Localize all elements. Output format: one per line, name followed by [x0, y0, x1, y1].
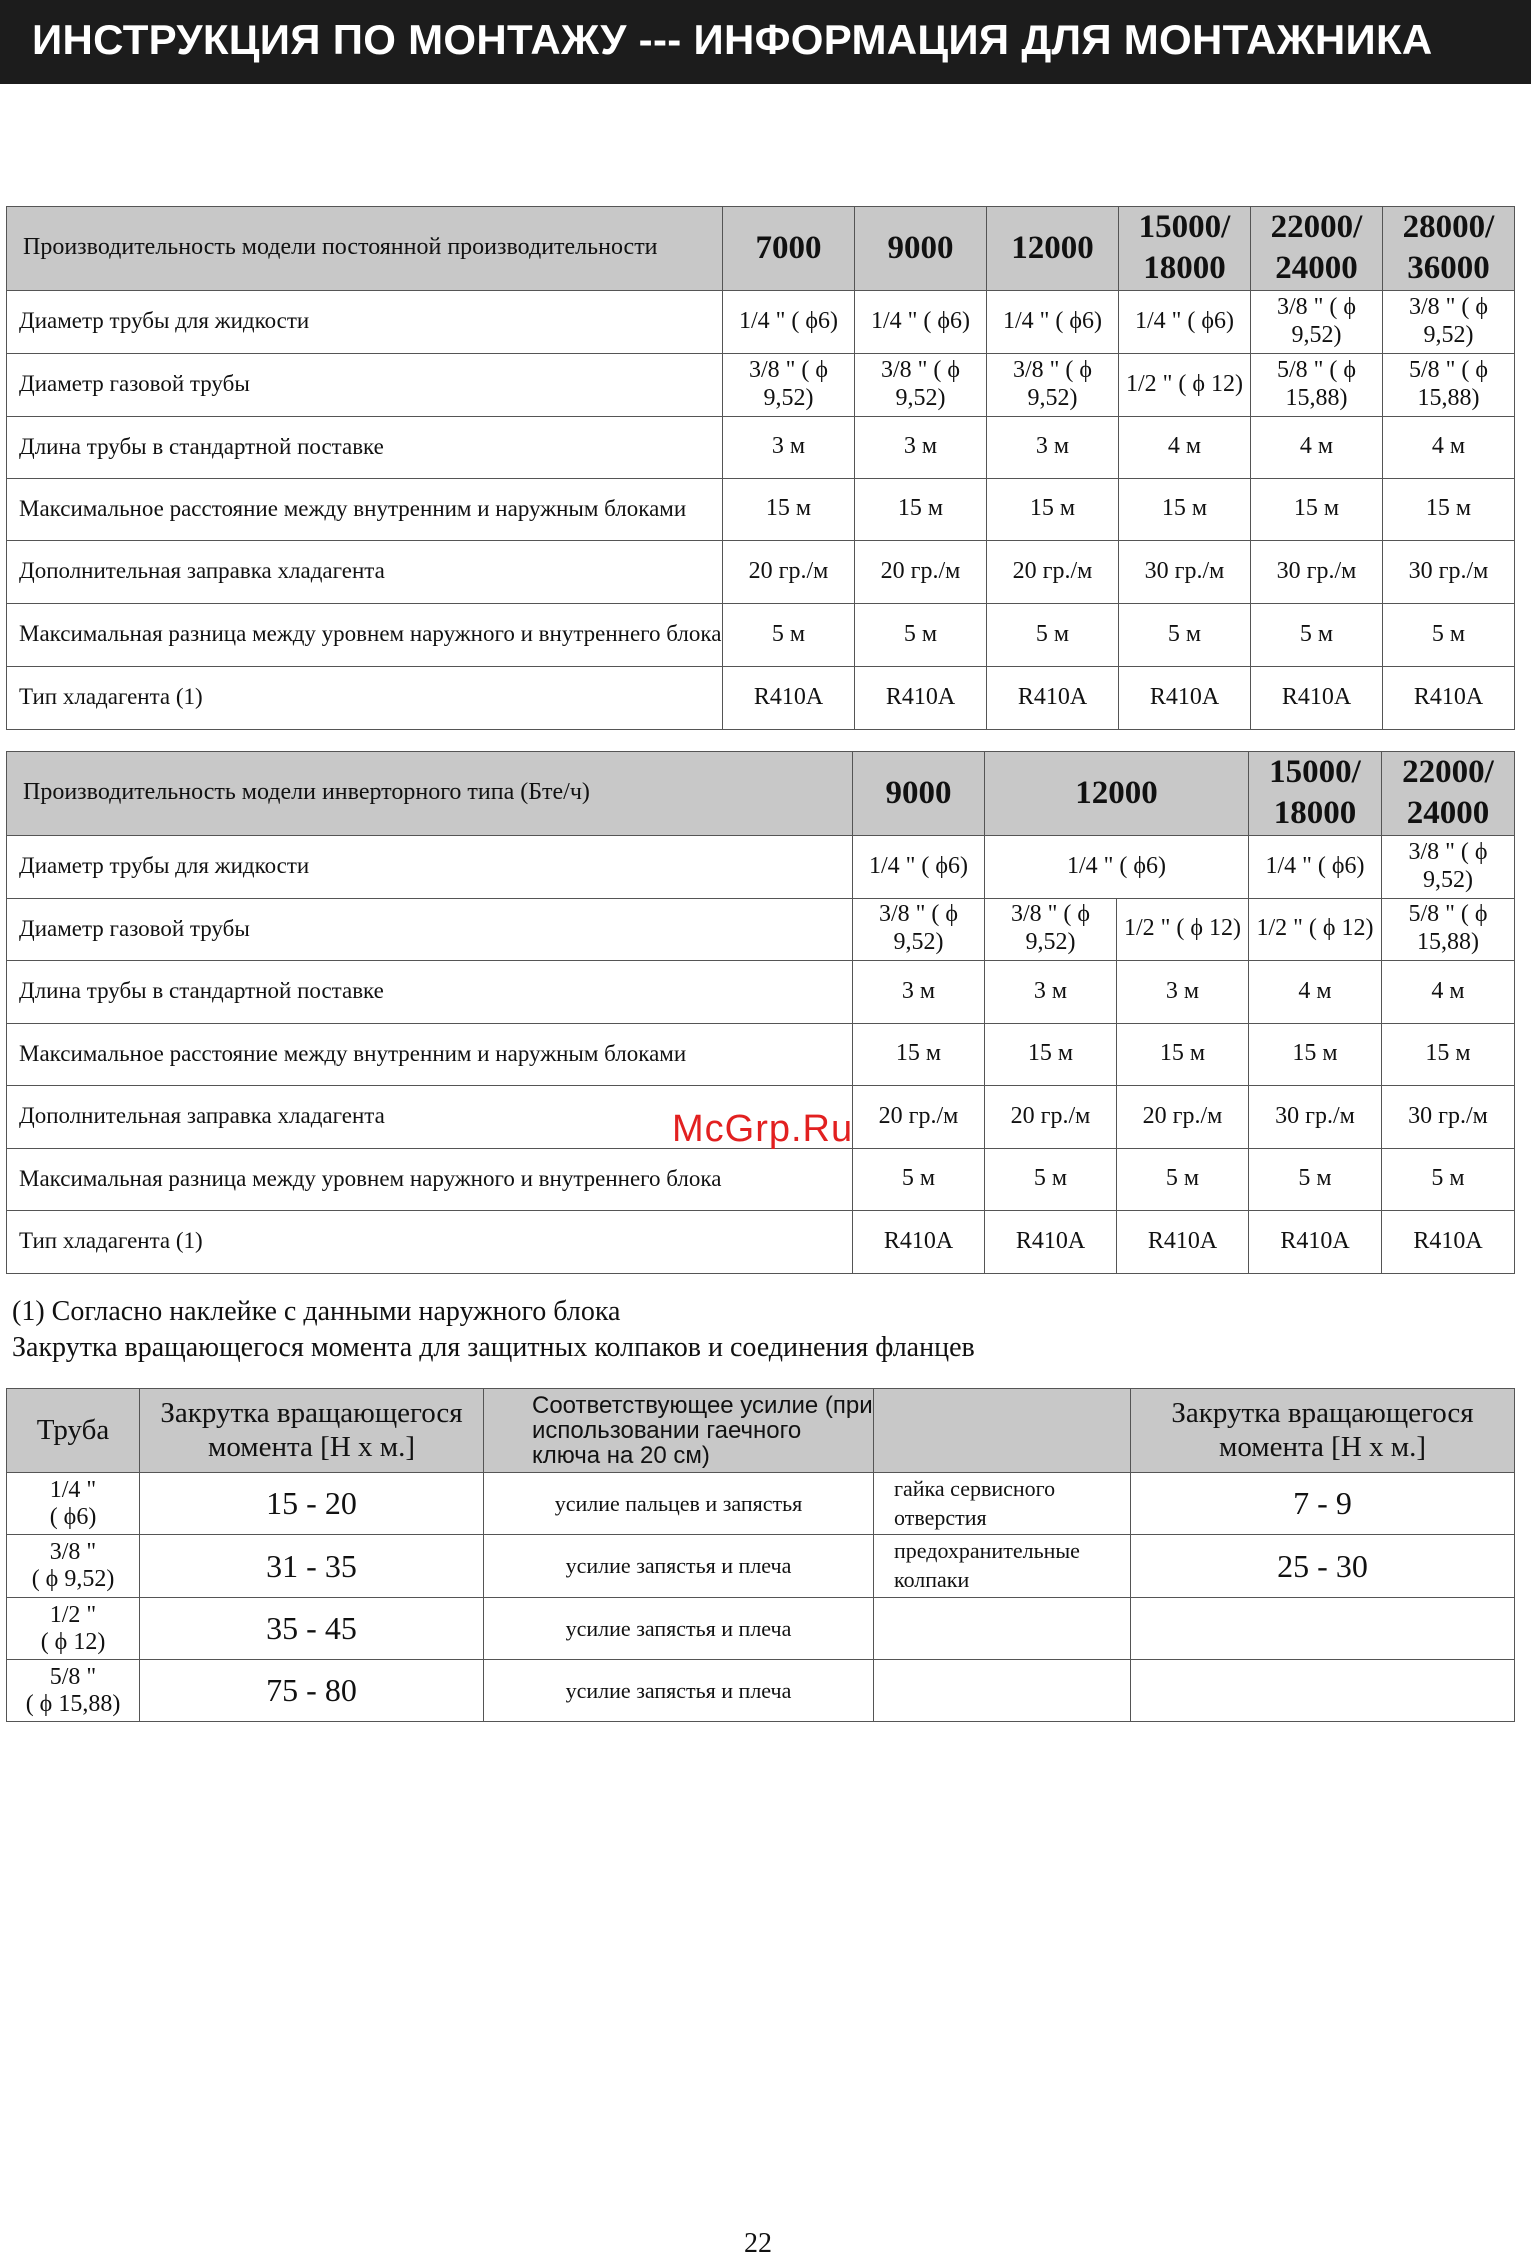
- table-row: [7, 1660, 1515, 1722]
- table-cell: 30 гр./м: [1382, 1085, 1515, 1148]
- inverter-table: [6, 751, 1515, 1274]
- table-cell: 15 м: [1117, 1023, 1249, 1085]
- table-cell: R410A: [1383, 666, 1515, 729]
- pipe-cell: [7, 1535, 140, 1598]
- table-cell: 5 м: [985, 1148, 1117, 1210]
- pipe-diameter: ( ϕ 15,88): [25, 1690, 121, 1717]
- part-name: предохранительные колпаки: [874, 1535, 1131, 1598]
- table-cell: 30 гр./м: [1119, 540, 1251, 603]
- table-header-row: [7, 1389, 1515, 1473]
- table-cell: R410A: [1249, 1210, 1382, 1273]
- part-torque-value: [1131, 1660, 1515, 1722]
- table-row: [7, 478, 1515, 540]
- table-cell: 20 гр./м: [723, 540, 855, 603]
- part-name: [874, 1598, 1131, 1660]
- table-cell: 3 м: [987, 416, 1119, 478]
- table-cell: 15 м: [1382, 1023, 1515, 1085]
- model-header: 28000/ 36000: [1383, 207, 1515, 291]
- table-cell: 30 гр./м: [1383, 540, 1515, 603]
- table-cell: 3/8 " ( ϕ 9,52): [1382, 835, 1515, 898]
- pipe-diameter: ( ϕ 9,52): [31, 1566, 115, 1592]
- table-cell: 3/8 " ( ϕ 9,52): [985, 898, 1117, 960]
- table-row: [7, 1598, 1515, 1660]
- table-cell: 5 м: [853, 1148, 985, 1210]
- table-cell: 20 гр./м: [855, 540, 987, 603]
- part-torque-header: Закрутка вращающегося момента [Н х м.]: [1131, 1389, 1515, 1473]
- part-name: [874, 1660, 1131, 1722]
- pipe-size: 5/8 ": [49, 1663, 97, 1690]
- table-cell: 5 м: [723, 603, 855, 666]
- model-header: 7000: [723, 207, 855, 291]
- table-cell: R410A: [1119, 666, 1251, 729]
- table-cell: 4 м: [1382, 960, 1515, 1023]
- table-cell: R410A: [987, 666, 1119, 729]
- table-cell: 15 м: [987, 478, 1119, 540]
- table-row: [7, 353, 1515, 416]
- table-cell: 1/4 " ( ϕ6): [1119, 290, 1251, 353]
- pipe-cell: [7, 1660, 140, 1722]
- row-label: Максимальное расстояние между внутренним и наружным блоками: [7, 478, 723, 540]
- fixed-capacity-table: [6, 206, 1515, 730]
- watermark: McGrp.Ru: [672, 1108, 854, 1150]
- table-row: [7, 603, 1515, 666]
- table-cell: 5 м: [1382, 1148, 1515, 1210]
- model-header: 12000: [985, 752, 1249, 836]
- table-cell: 3/8 " ( ϕ 9,52): [987, 353, 1119, 416]
- torque-header: Закрутка вращающегося момента [Н х м.]: [140, 1389, 484, 1473]
- table-row: [7, 540, 1515, 603]
- model-header: 12000: [987, 207, 1119, 291]
- part-torque-value: [1131, 1598, 1515, 1660]
- row-label: Длина трубы в стандартной поставке: [7, 416, 723, 478]
- table-header-row: [7, 207, 1515, 291]
- pipe-cell: [7, 1598, 140, 1660]
- table-cell: 3/8 " ( ϕ 9,52): [1383, 290, 1515, 353]
- table-cell: 3 м: [723, 416, 855, 478]
- table-cell: 20 гр./м: [987, 540, 1119, 603]
- row-label: Диаметр газовой трубы: [7, 898, 853, 960]
- table-cell: 1/2 " ( ϕ 12): [1249, 898, 1382, 960]
- table-header-row: [7, 752, 1515, 836]
- table-cell: 3 м: [853, 960, 985, 1023]
- table-cell: 15 м: [1251, 478, 1383, 540]
- row-label: Диаметр газовой трубы: [7, 353, 723, 416]
- torque-table: [6, 1388, 1515, 1722]
- table-cell: 4 м: [1251, 416, 1383, 478]
- pipe-cell: [7, 1473, 140, 1535]
- table-row: [7, 666, 1515, 729]
- table-cell: 30 гр./м: [1251, 540, 1383, 603]
- table-cell: 15 м: [855, 478, 987, 540]
- table-cell: 20 гр./м: [985, 1085, 1117, 1148]
- table-cell: R410A: [985, 1210, 1117, 1273]
- table-cell: 5 м: [987, 603, 1119, 666]
- page-title: ИНСТРУКЦИЯ ПО МОНТАЖУ --- ИНФОРМАЦИЯ ДЛЯ МОНТАЖНИКА: [32, 16, 1433, 63]
- table-cell: 1/2 " ( ϕ 12): [1117, 898, 1249, 960]
- table-cell: 15 м: [1249, 1023, 1382, 1085]
- table-row: [7, 960, 1515, 1023]
- model-header: 9000: [855, 207, 987, 291]
- torque-value: 35 - 45: [140, 1598, 484, 1660]
- row-label: Дополнительная заправка хладагента: [7, 1085, 853, 1148]
- table-cell: 5 м: [1117, 1148, 1249, 1210]
- model-header: 22000/ 24000: [1251, 207, 1383, 291]
- table-cell: 15 м: [1119, 478, 1251, 540]
- row-label: Диаметр трубы для жидкости: [7, 835, 853, 898]
- row-label: Длина трубы в стандартной поставке: [7, 960, 853, 1023]
- table-cell: 20 гр./м: [853, 1085, 985, 1148]
- torque-value: 75 - 80: [140, 1660, 484, 1722]
- table-cell: 5 м: [1251, 603, 1383, 666]
- table-cell: R410A: [723, 666, 855, 729]
- effort-text: усилие запястья и плеча: [484, 1598, 874, 1660]
- footnote: (1) Согласно наклейке с данными наружного блока: [12, 1296, 621, 1327]
- table-title: Производительность модели постоянной производительности: [7, 207, 723, 291]
- model-header: 22000/ 24000: [1382, 752, 1515, 836]
- row-label: Максимальная разница между уровнем наружного и внутреннего блока: [7, 1148, 853, 1210]
- row-label: Тип хладагента (1): [7, 666, 723, 729]
- table-cell: 1/4 " ( ϕ6): [1249, 835, 1382, 898]
- torque-title: Закрутка вращающегося момента для защитных колпаков и соединения фланцев: [12, 1332, 975, 1363]
- table-cell: 5 м: [1119, 603, 1251, 666]
- table-cell: 5/8 " ( ϕ 15,88): [1382, 898, 1515, 960]
- table-cell: R410A: [853, 1210, 985, 1273]
- table-title: Производительность модели инверторного типа (Бте/ч): [7, 752, 853, 836]
- table-row: [7, 1535, 1515, 1598]
- table-row: [7, 1023, 1515, 1085]
- row-label: Максимальная разница между уровнем наружного и внутреннего блока: [7, 603, 723, 666]
- model-header: 9000: [853, 752, 985, 836]
- part-header: [874, 1389, 1131, 1473]
- pipe-diameter: ( ϕ6): [49, 1503, 97, 1530]
- part-torque-value: 25 - 30: [1131, 1535, 1515, 1598]
- table-cell: 5 м: [1249, 1148, 1382, 1210]
- table-row: [7, 290, 1515, 353]
- table-row: [7, 1473, 1515, 1535]
- pipe-header: Труба: [7, 1389, 140, 1473]
- row-label: Максимальное расстояние между внутренним и наружным блоками: [7, 1023, 853, 1085]
- table-cell: R410A: [1251, 666, 1383, 729]
- effort-text: усилие запястья и плеча: [484, 1660, 874, 1722]
- effort-header: Соответствующее усилие (при использовании гаечного ключа на 20 см): [484, 1389, 874, 1473]
- torque-value: 31 - 35: [140, 1535, 484, 1598]
- table-cell: R410A: [1382, 1210, 1515, 1273]
- model-header: 15000/ 18000: [1249, 752, 1382, 836]
- table-cell: 1/4 " ( ϕ6): [987, 290, 1119, 353]
- pipe-diameter: ( ϕ 12): [40, 1628, 106, 1655]
- table-cell: 4 м: [1383, 416, 1515, 478]
- table-cell: 4 м: [1249, 960, 1382, 1023]
- table-cell: 5 м: [1383, 603, 1515, 666]
- table-cell: 4 м: [1119, 416, 1251, 478]
- table-cell: 15 м: [723, 478, 855, 540]
- table-cell: 1/4 " ( ϕ6): [855, 290, 987, 353]
- table-row: [7, 416, 1515, 478]
- row-label: Диаметр трубы для жидкости: [7, 290, 723, 353]
- table-cell: 15 м: [1383, 478, 1515, 540]
- table-cell: 3 м: [1117, 960, 1249, 1023]
- table-cell: R410A: [855, 666, 987, 729]
- table-cell: 1/4 " ( ϕ6): [853, 835, 985, 898]
- table-cell: 3/8 " ( ϕ 9,52): [723, 353, 855, 416]
- table-cell: R410A: [1117, 1210, 1249, 1273]
- effort-text: усилие пальцев и запястья: [484, 1473, 874, 1535]
- table-cell: 3 м: [855, 416, 987, 478]
- header-bar: [0, 0, 1531, 84]
- row-label: Дополнительная заправка хладагента: [7, 540, 723, 603]
- part-torque-value: 7 - 9: [1131, 1473, 1515, 1535]
- table-cell: 3/8 " ( ϕ 9,52): [1251, 290, 1383, 353]
- table-cell: 1/2 " ( ϕ 12): [1119, 353, 1251, 416]
- table-cell: 5/8 " ( ϕ 15,88): [1383, 353, 1515, 416]
- row-label: Тип хладагента (1): [7, 1210, 853, 1273]
- table-cell: 20 гр./м: [1117, 1085, 1249, 1148]
- torque-value: 15 - 20: [140, 1473, 484, 1535]
- model-header: 15000/ 18000: [1119, 207, 1251, 291]
- table-row: [7, 1210, 1515, 1273]
- pipe-size: 1/2 ": [49, 1601, 97, 1628]
- table-cell: 5 м: [855, 603, 987, 666]
- pipe-size: 1/4 ": [49, 1476, 97, 1503]
- table-cell: 15 м: [985, 1023, 1117, 1085]
- table-row: [7, 835, 1515, 898]
- table-cell: 30 гр./м: [1249, 1085, 1382, 1148]
- table-cell: 3 м: [985, 960, 1117, 1023]
- table-cell: 3/8 " ( ϕ 9,52): [853, 898, 985, 960]
- table-cell: 1/4 " ( ϕ6): [723, 290, 855, 353]
- table-cell: 1/4 " ( ϕ6): [985, 835, 1249, 898]
- table-row: [7, 1148, 1515, 1210]
- part-name: гайка сервисного отверстия: [874, 1473, 1131, 1535]
- pipe-size: 3/8 ": [49, 1539, 97, 1566]
- page-number: 22: [744, 2228, 772, 2259]
- table-row: [7, 898, 1515, 960]
- table-cell: 3/8 " ( ϕ 9,52): [855, 353, 987, 416]
- effort-text: усилие запястья и плеча: [484, 1535, 874, 1598]
- table-cell: 15 м: [853, 1023, 985, 1085]
- table-cell: 5/8 " ( ϕ 15,88): [1251, 353, 1383, 416]
